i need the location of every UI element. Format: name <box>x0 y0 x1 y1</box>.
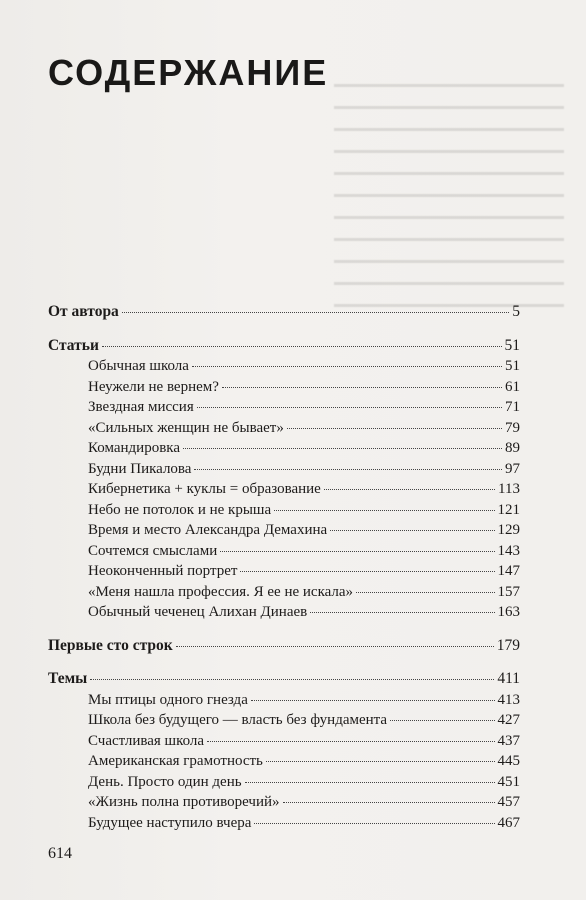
toc-item[interactable] <box>48 731 520 752</box>
toc-page-number: 89 <box>505 440 520 456</box>
toc-item[interactable] <box>48 561 520 582</box>
toc-section[interactable] <box>48 636 520 657</box>
toc-item-label: Американская грамотность <box>88 753 263 769</box>
toc-item[interactable] <box>48 751 520 772</box>
toc-page-number: 51 <box>504 336 520 354</box>
leader-dots <box>176 646 494 647</box>
toc-page-number: 71 <box>505 399 520 415</box>
toc-page-number: 51 <box>505 358 520 374</box>
toc-item[interactable] <box>48 479 520 500</box>
toc-item[interactable] <box>48 602 520 623</box>
toc-item[interactable] <box>48 710 520 731</box>
leader-dots <box>283 802 495 803</box>
toc-item-label: День. Просто один день <box>88 773 242 790</box>
toc-item-label: Обычный чеченец Алихан Динаев <box>88 604 308 620</box>
toc-item-label: «Меня нашла профессия. Я ее не искала» <box>88 583 354 600</box>
section-gap <box>48 323 520 336</box>
toc-section-label: Темы <box>48 670 88 687</box>
toc-page-number: 445 <box>497 753 520 769</box>
leader-dots <box>207 741 494 742</box>
toc-item-label: Счастливая школа <box>88 732 205 749</box>
leader-dots <box>122 312 509 313</box>
section-gap <box>48 656 520 669</box>
toc-page-number: 5 <box>512 303 520 320</box>
toc-page-number: 147 <box>497 563 520 579</box>
toc-page-number: 437 <box>497 732 520 749</box>
toc-section-label: Статьи <box>48 336 99 354</box>
toc-item-label: Будни Пикалова <box>88 460 192 477</box>
toc-page-number: 143 <box>497 542 520 559</box>
toc-item-label: «Сильных женщин не бывает» <box>88 419 284 436</box>
toc-item-label: Небо не потолок и не крыша <box>88 501 272 518</box>
toc-item[interactable] <box>48 792 520 813</box>
leader-dots <box>192 366 502 367</box>
toc-item-label: Сочтемся смыслами <box>88 542 218 559</box>
toc-page-number: 79 <box>505 419 520 436</box>
toc-item[interactable] <box>48 813 520 834</box>
table-of-contents <box>48 302 520 833</box>
toc-item-label: Командировка <box>88 440 181 456</box>
toc-page-number: 121 <box>497 501 520 518</box>
toc-item[interactable] <box>48 520 520 541</box>
leader-dots <box>183 448 502 449</box>
leader-dots <box>194 469 502 470</box>
leader-dots <box>356 592 494 593</box>
leader-dots <box>102 346 502 347</box>
toc-item-label: Кибернетика + куклы = образование <box>88 481 321 497</box>
toc-item-label: «Жизнь полна противоречий» <box>88 794 280 810</box>
toc-item[interactable] <box>48 690 520 711</box>
toc-page-number: 427 <box>497 712 520 728</box>
toc-item-label: Школа без будущего — власть без фундамента <box>88 712 388 728</box>
toc-page-number: 163 <box>497 604 520 620</box>
leader-dots <box>90 679 494 680</box>
leader-dots <box>390 720 494 721</box>
toc-page-number: 411 <box>497 670 520 687</box>
leader-dots <box>330 530 494 531</box>
toc-page-number: 457 <box>497 794 520 810</box>
toc-section[interactable] <box>48 669 520 690</box>
page-number: 614 <box>48 845 72 862</box>
leader-dots <box>324 489 495 490</box>
leader-dots <box>240 571 494 572</box>
leader-dots <box>245 782 495 783</box>
toc-section[interactable] <box>48 336 520 357</box>
toc-item[interactable] <box>48 397 520 418</box>
show-through-text <box>334 70 564 320</box>
toc-page-number: 413 <box>497 691 520 708</box>
toc-page-number: 467 <box>497 814 520 831</box>
toc-item[interactable] <box>48 582 520 603</box>
leader-dots <box>254 823 494 824</box>
toc-section-label: От автора <box>48 303 119 320</box>
leader-dots <box>251 700 495 701</box>
toc-page-number: 179 <box>496 636 520 654</box>
toc-item[interactable] <box>48 356 520 377</box>
leader-dots <box>220 551 494 552</box>
leader-dots <box>274 510 494 511</box>
leader-dots <box>266 761 495 762</box>
toc-item-label: Неоконченный портрет <box>88 563 238 579</box>
section-gap <box>48 623 520 636</box>
toc-item-label: Будущее наступило вчера <box>88 814 252 831</box>
toc-item-label: Время и место Александра Демахина <box>88 522 328 538</box>
toc-item-label: Неужели не вернем? <box>88 378 219 395</box>
toc-page-number: 61 <box>505 378 520 395</box>
toc-page-number: 129 <box>497 522 520 538</box>
toc-section[interactable] <box>48 302 520 323</box>
toc-item[interactable] <box>48 438 520 459</box>
toc-item[interactable] <box>48 459 520 480</box>
toc-item[interactable] <box>48 500 520 521</box>
leader-dots <box>197 407 502 408</box>
leader-dots <box>310 612 494 613</box>
leader-dots <box>222 387 502 388</box>
toc-item[interactable] <box>48 418 520 439</box>
toc-section-label: Первые сто строк <box>48 636 173 654</box>
toc-page-number: 157 <box>497 583 520 600</box>
toc-item[interactable] <box>48 377 520 398</box>
toc-item[interactable] <box>48 541 520 562</box>
toc-page-number: 113 <box>498 481 520 497</box>
toc-item-label: Звездная миссия <box>88 399 194 415</box>
leader-dots <box>287 428 502 429</box>
toc-item-label: Обычная школа <box>88 358 189 374</box>
toc-page-number: 97 <box>505 460 520 477</box>
toc-page-number: 451 <box>497 773 520 790</box>
page-title: СОДЕРЖАНИЕ <box>48 52 329 93</box>
toc-item[interactable] <box>48 772 520 793</box>
toc-item-label: Мы птицы одного гнезда <box>88 691 248 708</box>
